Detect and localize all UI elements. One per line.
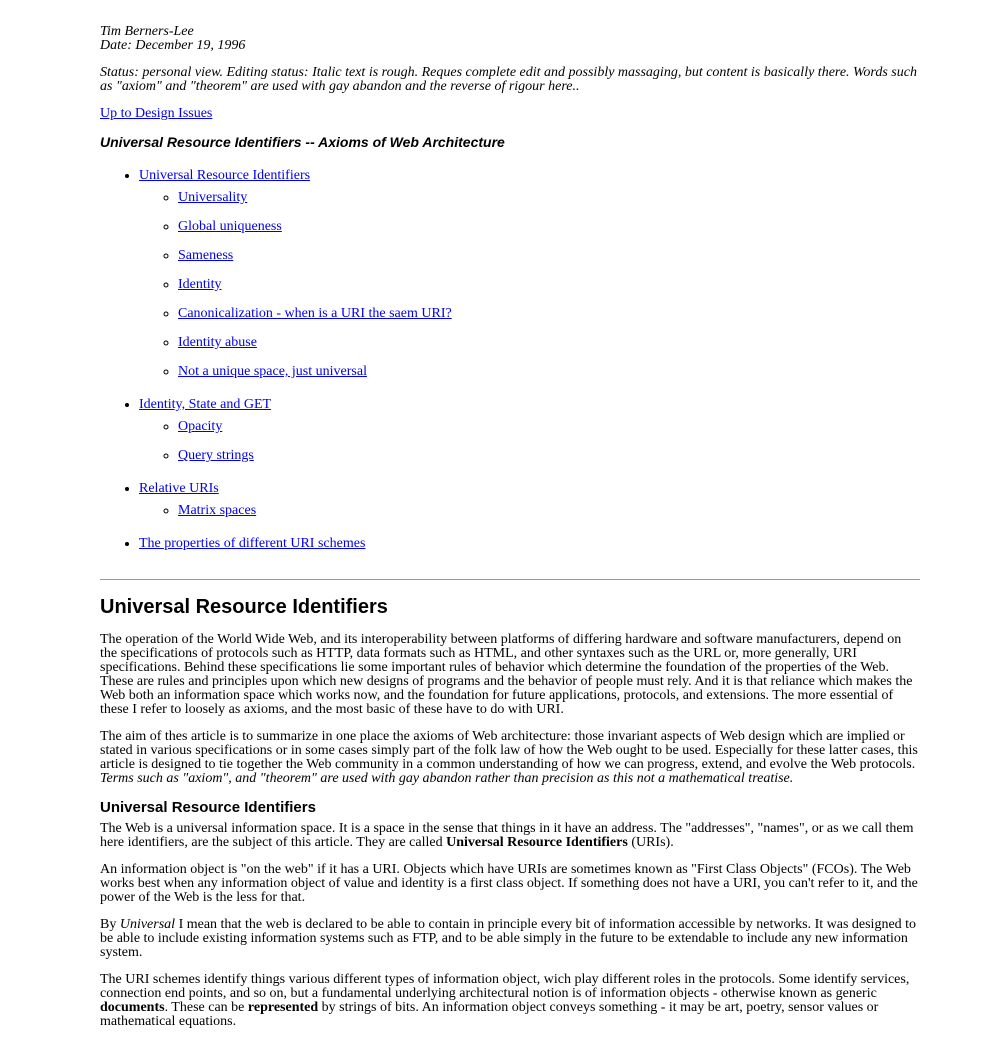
italic-term: Universal: [119, 917, 176, 932]
paragraph-text: By: [100, 917, 120, 932]
toc-link[interactable]: The properties of different URI schemes: [139, 536, 366, 551]
paragraph: [100, 918, 920, 960]
paragraph-text: I mean that the web is declared to be able to contain in principle every bit of information accessible by networks. It was designed to be able to include existing information systems such as FTP, and to be able simply in the future to be extendable to include any new information system.: [100, 917, 917, 960]
paragraph: An information object is "on the web" if it has a URI. Objects which have URIs are sometimes known as "First Class Objects" (FCOs). The Web works best when any information object of value and identity is a first class object. If something does not have a URI, you can't refer to it, and the power of the Web is the less for that.: [100, 862, 918, 905]
paragraph: [100, 822, 920, 850]
table-of-contents: [100, 168, 920, 552]
toc-sublist: [139, 503, 920, 519]
paragraph-text: (URIs).: [627, 835, 674, 850]
paragraph-text: by strings of bits. An information object conveys something - it may be art, poetry, sensor values or mathematical equations.: [100, 1000, 879, 1029]
subsection-heading: Universal Resource Identifiers: [100, 799, 316, 816]
toc-subitem: [178, 364, 920, 380]
paragraph-italic-text: Terms such as "axiom", and "theorem" are used with gay abandon rather than precision as this not a mathematical treatise.: [100, 771, 794, 786]
paragraph-text: The aim of thes article is to summarize in one place the axioms of Web architecture: those invariant aspects of Web design which are implied or stated in various specifications or in some cases simply part of the folk law of how the Web ought to be used. Especially for these latter cases, this article is designed to tie together the Web community in a common understanding of how we can progress, extend, and evolve the Web protocols.: [100, 729, 918, 772]
toc-link[interactable]: Identity, State and GET: [139, 397, 272, 412]
toc-sublink[interactable]: Identity abuse: [178, 335, 257, 350]
paragraph: The operation of the World Wide Web, and its interoperability between platforms of differing hardware and software manufacturers, depend on the specifications of protocols such as HTTP, data formats such as HTML, and other syntaxes such as the URL or, more generally, URI specifications. Behind these specifications lie some important rules of behavior which determine the foundation of the properties of the Web. These are rules and principles upon which new designs of programs and the behavior of people must rely. And it is that reliance which makes the Web both an information space which works now, and the foundation for future applications, protocols, and extensions. The more essential of these I refer to loosely as axioms, and the most basic of these have to do with URI.: [100, 632, 913, 717]
toc-subitem: [178, 448, 920, 464]
toc-subitem: [178, 219, 920, 235]
toc-item-relative-uris: [139, 481, 920, 519]
section-heading: Universal Resource Identifiers: [100, 596, 388, 618]
paragraph: [100, 973, 920, 1029]
toc-link[interactable]: Relative URIs: [139, 481, 219, 496]
document-title: Universal Resource Identifiers -- Axioms of Web Architecture: [100, 134, 505, 150]
toc-sublink[interactable]: Opacity: [178, 419, 223, 434]
toc-sublink[interactable]: Matrix spaces: [178, 503, 257, 518]
up-to-design-issues-link[interactable]: Up to Design Issues: [100, 106, 213, 121]
toc-sublink[interactable]: Universality: [178, 190, 248, 205]
paragraph: [100, 730, 920, 786]
toc-sublink[interactable]: Sameness: [178, 248, 234, 263]
toc-subitem: [178, 248, 920, 264]
status-note: Status: personal view. Editing status: Italic text is rough. Reques complete edit and possibly massaging, but content is basically there. Words such as "axiom" and "theorem" are used with gay abandon and the reverse of rigour here..: [100, 65, 917, 94]
toc-sublink[interactable]: Not a unique space, just universal: [178, 364, 367, 379]
paragraph-text: The URI schemes identify things various different types of information object, wich play different roles in the protocols. Some identify services, connection end points, and so on, but a fundamental underlying architectural notion is of information objects - otherwise known as generic: [100, 972, 910, 1001]
toc-subitem: [178, 503, 920, 519]
paragraph-text: The Web is a universal information space. It is a space in the sense that things in it have an address. The "addresses", "names", or as we call them here identifiers, are the subject of this article. They are called: [100, 821, 914, 850]
up-to-design-issues-link-wrapper: [100, 107, 920, 121]
toc-item-uri: [139, 168, 920, 380]
toc-sublist: [139, 419, 920, 464]
document-date: Date: December 19, 1996: [100, 38, 246, 53]
author-name: Tim Berners-Lee: [100, 24, 194, 39]
toc-sublink[interactable]: Identity: [178, 277, 222, 292]
toc-sublink[interactable]: Query strings: [178, 448, 254, 463]
bold-term: documents: [100, 1000, 165, 1015]
toc-sublist: [139, 190, 920, 380]
toc-subitem: [178, 419, 920, 435]
toc-sublink[interactable]: Global uniqueness: [178, 219, 282, 234]
toc-subitem: [178, 190, 920, 206]
document-page: [100, 24, 920, 1029]
toc-item-identity-state-get: [139, 397, 920, 464]
toc-subitem: [178, 306, 920, 322]
toc-subitem: [178, 335, 920, 351]
bold-term: Universal Resource Identifiers: [446, 835, 628, 850]
toc-subitem: [178, 277, 920, 293]
bold-term: represented: [247, 1000, 319, 1015]
toc-item-uri-schemes: [139, 536, 920, 552]
article-body: [100, 595, 920, 1042]
section-divider: [100, 579, 920, 580]
paragraph-text: . These can be: [164, 1000, 248, 1015]
toc-sublink[interactable]: Canonicalization - when is a URI the saem URI?: [178, 306, 452, 321]
toc-link[interactable]: Universal Resource Identifiers: [139, 168, 311, 183]
